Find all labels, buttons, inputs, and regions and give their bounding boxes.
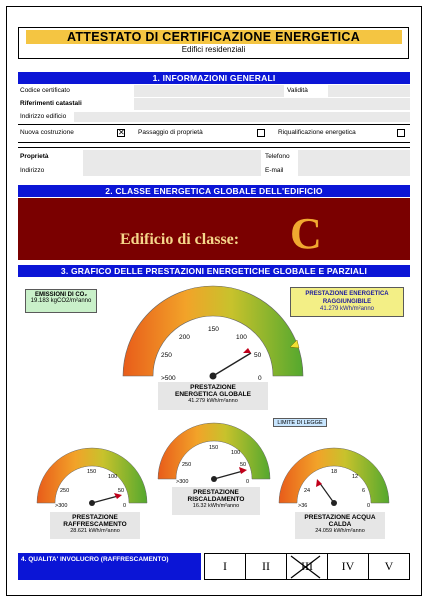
section-4-header xyxy=(18,553,201,580)
needle-tip xyxy=(243,348,251,353)
riscaldamento-value: 16.32 kWh/m²anno xyxy=(192,503,240,509)
tick-label: 0 xyxy=(246,479,250,485)
acqua-label xyxy=(295,512,385,539)
tick-label: 100 xyxy=(108,474,118,480)
nuova-label: Nuova costruzione xyxy=(20,129,74,136)
globale-label xyxy=(158,382,268,410)
tick-label: 0 xyxy=(367,503,371,509)
class-i: I xyxy=(223,559,227,573)
tick-label: >300 xyxy=(176,479,189,485)
tick-label: 50 xyxy=(118,488,125,494)
raffrescamento-label xyxy=(50,512,140,539)
tick-label: 250 xyxy=(60,488,70,494)
class-ii: II xyxy=(245,554,286,579)
riferimenti-label: Riferimenti catastali xyxy=(20,100,82,107)
globale-title: PRESTAZIONE ENERGETICA GLOBALE xyxy=(175,384,251,398)
classe-letter: C xyxy=(290,209,322,258)
passaggio-label: Passaggio di proprietà xyxy=(138,129,203,136)
tick-label: 150 xyxy=(208,326,219,333)
email-label: E-mail xyxy=(265,167,284,174)
gauge-raffrescamento xyxy=(37,448,147,506)
needle xyxy=(319,482,334,503)
tick-label: 6 xyxy=(362,488,366,494)
tick-label: 100 xyxy=(236,334,247,341)
section-3-header: 3. GRAFICO DELLE PRESTAZIONI ENERGETICHE GLOBALE E PARZIALI xyxy=(18,265,410,277)
tick-label: 12 xyxy=(352,474,359,480)
tick-label: >36 xyxy=(298,503,308,509)
needle xyxy=(92,496,118,503)
tick-label: 100 xyxy=(231,450,241,456)
tick-label: 0 xyxy=(123,503,127,509)
tick-label: 150 xyxy=(87,469,97,475)
needle-tip xyxy=(239,467,247,474)
class-v: V xyxy=(368,554,409,579)
page-subtitle: Edifici residenziali xyxy=(181,45,246,54)
emissioni-value: 19.183 kgCO2/m²anno xyxy=(30,298,92,304)
raffrescamento-title: PRESTAZIONE RAFFRESCAMENTO xyxy=(63,514,127,528)
classe-label: Edificio di classe: xyxy=(120,231,240,248)
section-1-header: 1. INFORMAZIONI GENERALI xyxy=(18,72,410,84)
telefono-label: Telefono xyxy=(265,153,290,160)
raggiungibile-value: 41.279 kWh/m²anno xyxy=(319,306,375,312)
class-iv: IV xyxy=(327,554,368,579)
tick-label: 50 xyxy=(254,352,262,359)
indirizzo-label: Indirizzo xyxy=(20,167,45,174)
indirizzo-edificio-label: Indirizzo edificio xyxy=(20,113,67,120)
nuova-checkbox[interactable]: ✕ xyxy=(118,128,125,137)
validita-label: Validità xyxy=(287,87,308,94)
emissioni-title: EMISSIONI DI CO₂ xyxy=(34,292,87,298)
tick-label: 18 xyxy=(331,469,338,475)
globale-value: 41.279 kWh/m²anno xyxy=(188,398,238,404)
tick-label: 24 xyxy=(304,488,311,494)
section-4-title: 4. QUALITA' INVOLUCRO (RAFFRESCAMENTO) xyxy=(21,556,169,563)
tick-label: 50 xyxy=(240,462,247,468)
tick-label: 150 xyxy=(209,445,219,451)
riqualificazione-label: Riqualificazione energetica xyxy=(278,129,356,136)
acqua-value: 24.059 kWh/m²anno xyxy=(315,528,365,534)
needle-hub xyxy=(89,500,95,506)
limite-legge-badge: LIMITE DI LEGGE xyxy=(273,418,327,427)
quality-classes xyxy=(204,553,410,580)
needle xyxy=(214,471,243,479)
needle-hub xyxy=(210,373,217,380)
tick-label: 250 xyxy=(182,462,192,468)
gauge-acqua xyxy=(279,448,389,506)
codice-label: Codice certificato xyxy=(20,87,70,94)
raggiungibile-box xyxy=(290,287,404,317)
gauge-riscaldamento xyxy=(158,423,270,482)
raggiungibile-title: PRESTAZIONE ENERGETICA RAGGIUNGIBILE xyxy=(305,291,389,305)
riscaldamento-label xyxy=(172,487,260,515)
needle xyxy=(213,353,251,376)
tick-label: 200 xyxy=(179,334,190,341)
needle-hub xyxy=(211,476,217,482)
raffrescamento-value: 28.621 kWh/m²anno xyxy=(70,528,120,534)
emissioni-box xyxy=(25,289,97,313)
needle-hub xyxy=(331,500,337,506)
class-iii: III xyxy=(286,554,327,579)
tick-label: 250 xyxy=(161,352,172,359)
tick-label: >300 xyxy=(55,503,68,509)
riscaldamento-title: PRESTAZIONE RISCALDAMENTO xyxy=(187,489,245,503)
acqua-title: PRESTAZIONE ACQUA CALDA xyxy=(304,514,376,528)
proprieta-label: Proprietà xyxy=(20,153,49,160)
tick-label: 0 xyxy=(258,375,262,382)
page-title: ATTESTATO DI CERTIFICAZIONE ENERGETICA xyxy=(66,30,361,44)
tick-label: >500 xyxy=(161,375,176,382)
section-2-header: 2. CLASSE ENERGETICA GLOBALE DELL'EDIFICIO xyxy=(18,185,410,197)
